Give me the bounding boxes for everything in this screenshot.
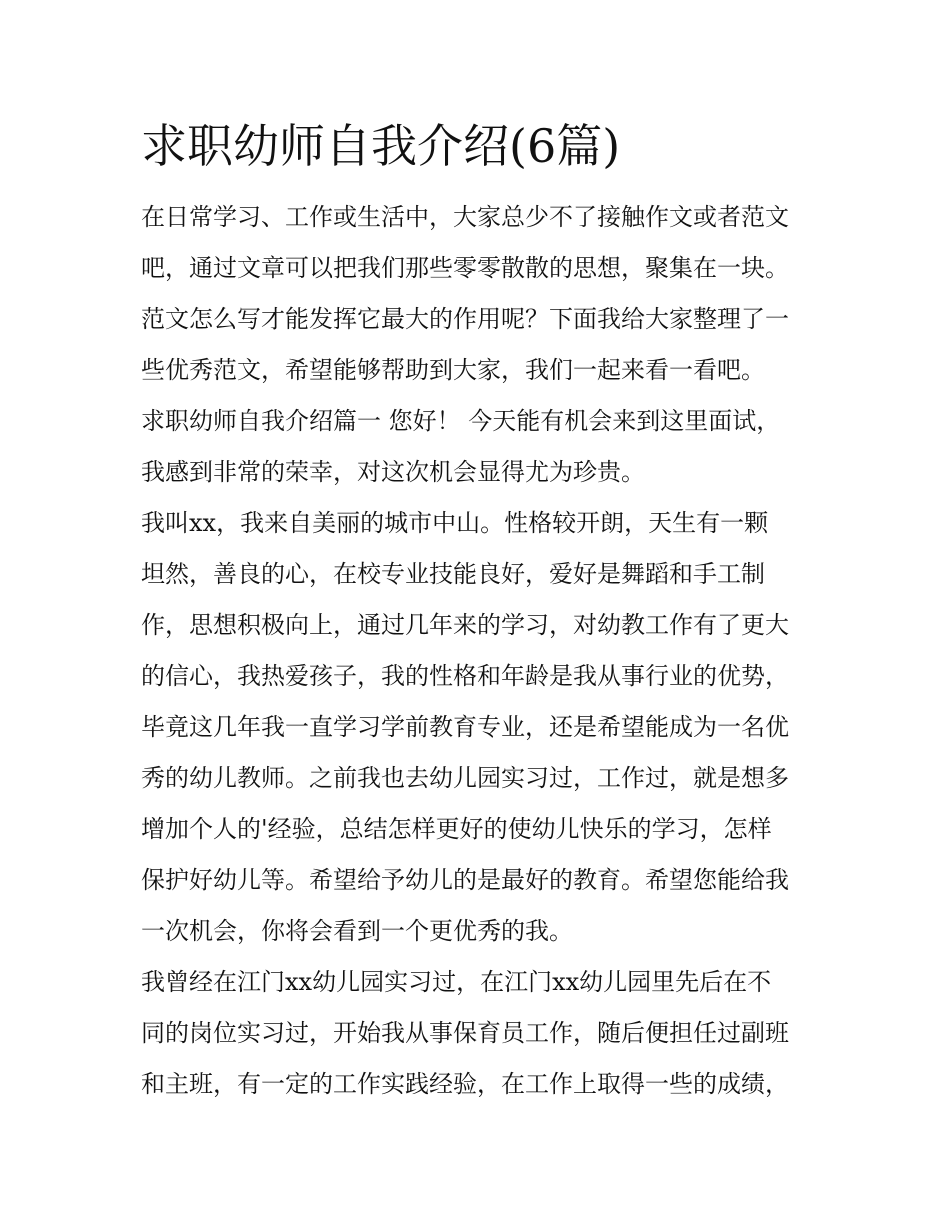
text-line: 吧，通过文章可以把我们那些零零散散的思想，聚集在一块。 — [141, 254, 789, 282]
paragraph-self-intro — [141, 498, 821, 957]
text-line: 秀的幼儿教师。之前我也去幼儿园实习过，工作过，就是想多 — [141, 764, 789, 792]
document-page — [141, 110, 821, 1110]
text-line: 同的岗位实习过，开始我从事保育员工作，随后便担任过副班 — [141, 1019, 789, 1047]
text-line: 毕竟这几年我一直学习学前教育专业，还是希望能成为一名优 — [141, 713, 789, 741]
text-line: 和主班，有一定的工作实践经验，在工作上取得一些的成绩， — [141, 1070, 789, 1098]
text-line: 增加个人的'经验，总结怎样更好的使幼儿快乐的学习，怎样 — [141, 815, 772, 843]
document-title: 求职幼师自我介绍(6篇) — [141, 119, 621, 173]
text-line: 一次机会，你将会看到一个更优秀的我。 — [141, 917, 573, 945]
paragraph-greeting — [141, 396, 821, 498]
paragraph-intro — [141, 192, 821, 396]
text-line: 保护好幼儿等。希望给予幼儿的是最好的教育。希望您能给我 — [141, 866, 789, 894]
text-line: 我感到非常的荣幸，对这次机会显得尤为珍贵。 — [141, 458, 645, 486]
text-line: 我叫xx，我来自美丽的城市中山。性格较开朗，天生有一颗 — [141, 509, 769, 537]
paragraph-experience — [141, 957, 821, 1110]
text-line: 我曾经在江门xx幼儿园实习过，在江门xx幼儿园里先后在不 — [141, 968, 772, 996]
text-line: 在日常学习、工作或生活中，大家总少不了接触作文或者范文 — [141, 203, 789, 231]
text-line: 作，思想积极向上，通过几年来的学习，对幼教工作有了更大 — [141, 611, 789, 639]
text-line: 范文怎么写才能发挥它最大的作用呢？下面我给大家整理了一 — [141, 305, 789, 333]
text-line: 坦然，善良的心，在校专业技能良好，爱好是舞蹈和手工制 — [141, 560, 765, 588]
text-line: 求职幼师自我介绍篇一 您好！ 今天能有机会来到这里面试， — [141, 407, 781, 435]
text-line: 些优秀范文，希望能够帮助到大家，我们一起来看一看吧。 — [141, 356, 765, 384]
text-line: 的信心，我热爱孩子，我的性格和年龄是我从事行业的优势， — [141, 662, 789, 690]
